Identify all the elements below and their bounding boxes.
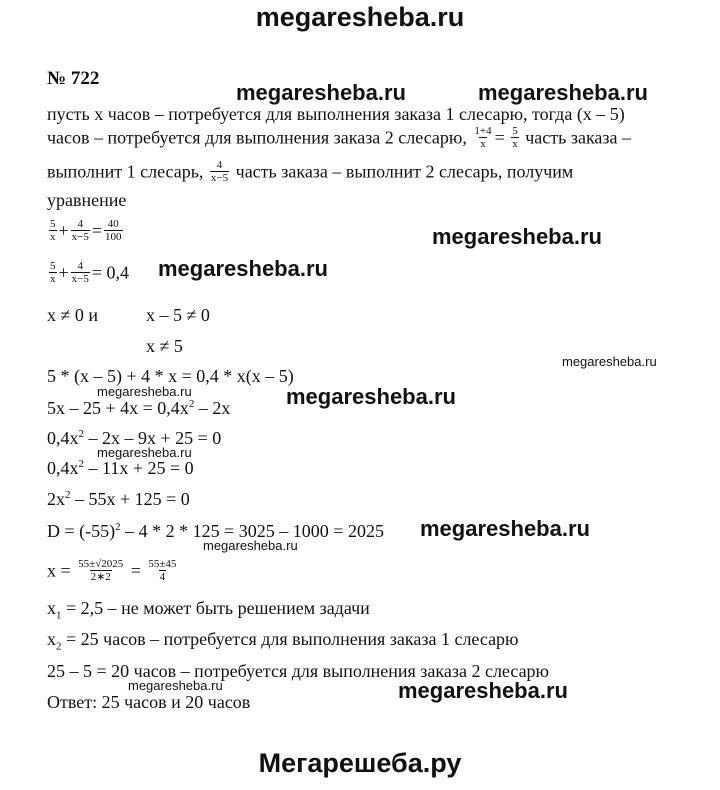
- fraction: $\frac{1+4}{x}$: [474, 125, 492, 150]
- watermark: megaresheba.ru: [420, 516, 590, 541]
- watermark: megaresheba.ru: [478, 80, 648, 105]
- intro-line-1: пусть x часов – потребуется для выполнения заказа 1 слесарю, тогда (x – 5): [47, 104, 625, 124]
- roots-formula: x = $\frac{55\pm√2025}{2∗2}$ = $\frac{55\pm 45}{4}$: [47, 558, 177, 583]
- step-3: $0,4x^2 - 2x - 9x + 25 = 0$: [47, 428, 222, 448]
- fraction: $\frac{55\pm 45}{4}$: [148, 558, 177, 583]
- watermark-small: megaresheba.ru: [97, 445, 192, 460]
- fraction: $\frac{4}{x-5}$: [210, 159, 229, 184]
- watermark: megaresheba.ru: [158, 256, 328, 281]
- condition-1a: x ≠ 0 и: [47, 305, 99, 325]
- answer: Ответ: 25 часов и 20 часов: [47, 692, 251, 712]
- equation-2: $\frac{5}{x}$ + $\frac{4}{x-5}$ = 0,4: [50, 260, 130, 285]
- intro-text: выполнит 1 слесарь,: [47, 161, 204, 182]
- watermark: megaresheba.ru: [432, 224, 602, 249]
- step-1: 5 * (x – 5) + 4 * x = 0,4 * x(x – 5): [47, 366, 294, 386]
- condition-2: x ≠ 5: [146, 336, 183, 356]
- watermark: megaresheba.ru: [286, 384, 456, 409]
- intro-text: часть заказа – выполнит 2 слесарь, получим: [235, 161, 574, 182]
- watermark-small: megaresheba.ru: [203, 538, 298, 553]
- watermark-small: megaresheba.ru: [562, 354, 657, 369]
- step-4: $0,4x^2 - 11x + 25 = 0$: [47, 458, 194, 478]
- step-2: $5x - 25 + 4x = 0,4x^2 - 2x$: [47, 398, 231, 418]
- fraction: $\frac{55\pm√2025}{2∗2}$: [78, 558, 124, 583]
- discriminant: $D = (-55)^2 - 4 * 2 * 125 = 3025 - 1000 = 2025$: [47, 521, 384, 541]
- site-header: megaresheba.ru: [255, 2, 465, 32]
- fraction: $\frac{4}{x-5}$: [71, 218, 89, 243]
- watermark-small: megaresheba.ru: [97, 384, 192, 399]
- watermark-small: megaresheba.ru: [128, 678, 223, 693]
- site-footer: Мегарешеба.ру: [258, 748, 462, 778]
- fraction: $\frac{40}{100}$: [105, 218, 122, 243]
- equation-1: $\frac{5}{x}$ + $\frac{4}{x-5}$ = $\frac{40}{100}$: [50, 218, 122, 243]
- fraction: $\frac{5}{x}$: [50, 260, 56, 285]
- second-worker: 25 – 5 = 20 часов – потребуется для выполнения заказа 2 слесарю: [47, 661, 550, 681]
- watermark: megaresheba.ru: [398, 678, 568, 703]
- root-x2: $x_2 = 25$ часов – потребуется для выполнения заказа 1 слесарю: [47, 629, 519, 653]
- intro-text: часов – потребуется для выполнения заказа 2 слесарю,: [47, 127, 467, 148]
- task-number: № 722: [47, 68, 100, 89]
- equals-sign: =: [494, 127, 505, 148]
- intro-text: часть заказа –: [525, 127, 632, 148]
- intro-line-4: уравнение: [47, 190, 127, 210]
- root-x1: $x_1 = 2,5$ – не может быть решением задачи: [47, 598, 370, 622]
- fraction: $\frac{5}{x}$: [50, 218, 56, 243]
- intro-line-2: [47, 127, 631, 152]
- fraction: $\frac{5}{x}$: [512, 125, 518, 150]
- step-5: $2x^2 - 55x + 125 = 0$: [47, 489, 190, 509]
- condition-1b: x – 5 ≠ 0: [146, 305, 210, 325]
- fraction: $\frac{4}{x-5}$: [71, 260, 89, 285]
- watermark: megaresheba.ru: [236, 80, 406, 105]
- intro-line-3: [47, 161, 573, 186]
